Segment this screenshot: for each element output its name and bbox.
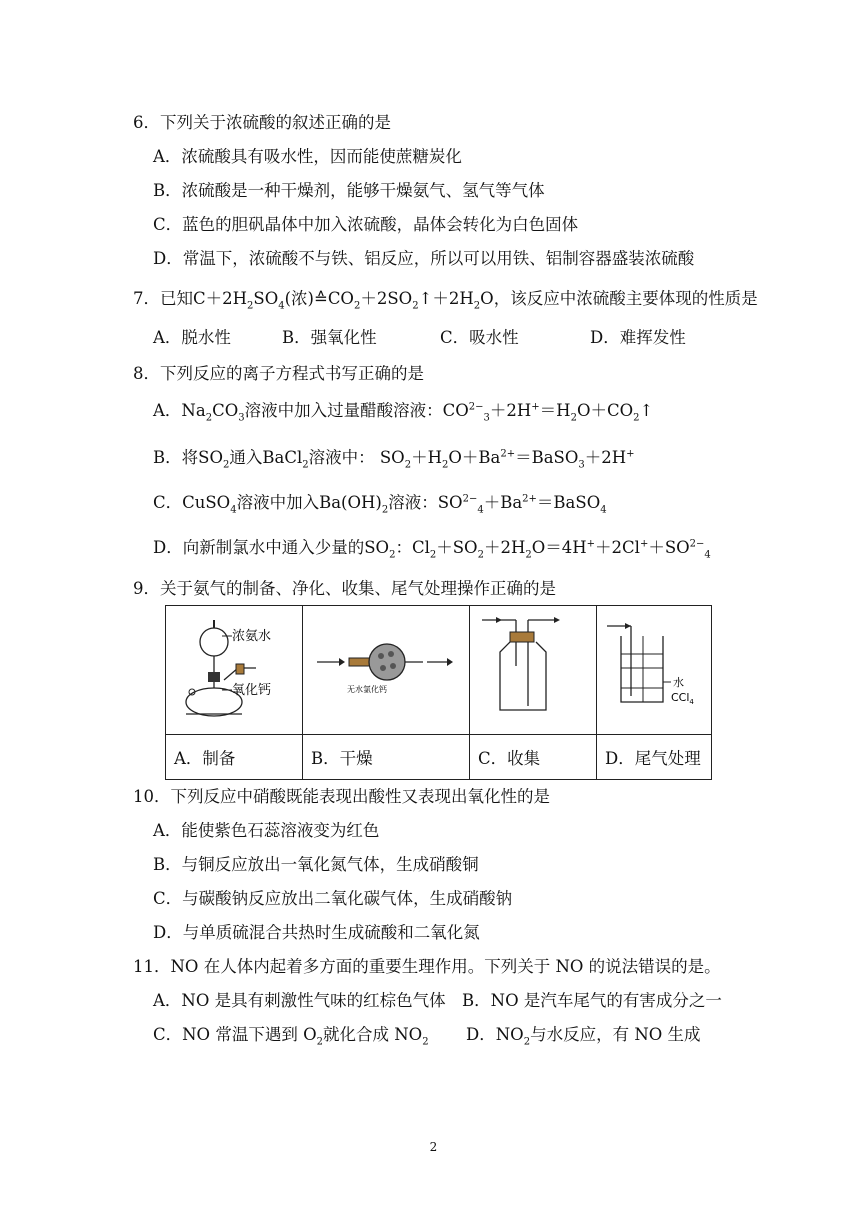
apparatus-a-cell <box>166 606 303 735</box>
q7-stem: 7．已知$C+2H_2SO_4$(浓)$≙CO_2+2SO_2↑+2H_2O$，该反应中浓硫酸主要体现的性质是 <box>133 289 758 312</box>
q11-option-c: C．NO 常温下遇到 $O_2$就化合成 $NO_2$ <box>153 1025 429 1048</box>
q11-stem: 11．NO 在人体内起着多方面的重要生理作用。下列关于 NO 的说法错误的是。 <box>133 957 721 976</box>
q7-option-a: A．脱水性 <box>153 328 231 347</box>
q8-stem: 8．下列反应的离子方程式书写正确的是 <box>133 364 424 383</box>
apparatus-table <box>165 605 712 780</box>
q10-option-c: C．与碳酸钠反应放出二氧化碳气体，生成硝酸钠 <box>153 889 513 908</box>
page-number: 2 <box>429 1140 438 1154</box>
label-b-dry: B．干燥 <box>303 735 470 780</box>
apparatus-a-figure <box>166 606 302 730</box>
label-water: 水 <box>673 676 684 689</box>
q11-option-d: D．$NO_2$与水反应，有 NO 生成 <box>466 1025 701 1048</box>
q7-option-c: C．吸水性 <box>440 328 519 347</box>
q8-option-c: C．CuSO$_4$溶液中加入$Ba(OH)_2$溶液：$SO^{2-}_4+Ba^{2+}=BaSO_4$ <box>153 493 607 516</box>
q6-option-a: A．浓硫酸具有吸水性，因而能使蔗糖炭化 <box>153 147 462 166</box>
q8-option-a: A．$Na_2CO_3$溶液中加入过量醋酸溶液：$CO^{2-}_3+2H^+=H_2O+CO_2↑$ <box>153 401 654 424</box>
apparatus-b-figure <box>303 606 469 730</box>
apparatus-c-figure <box>470 606 596 730</box>
q10-option-b: B．与铜反应放出一氧化氮气体，生成硝酸铜 <box>153 855 479 874</box>
q6-option-b: B．浓硫酸是一种干燥剂，能够干燥氨气、氢气等气体 <box>153 181 545 200</box>
q8-option-b: B．将$SO_2$通入BaCl$_2$溶液中： $SO_2+H_2O+Ba^{2+}=BaSO_3+2H^+$ <box>153 448 635 471</box>
q6-stem: 6．下列关于浓硫酸的叙述正确的是 <box>133 113 391 132</box>
label-a-prepare: A．制备 <box>166 735 303 780</box>
q11-option-b: B．NO 是汽车尾气的有害成分之一 <box>462 991 722 1010</box>
q8-option-d: D．向新制氯水中通入少量的$SO_2$：$Cl_2+SO_2+2H_2O=4H^++2Cl^++SO^{2-}_4$ <box>153 538 711 561</box>
label-calcium-oxide: 氧化钙 <box>232 683 272 698</box>
label-c-collect: C．收集 <box>470 735 597 780</box>
label-anhydrous-cacl2: 无水氯化钙 <box>347 685 387 694</box>
q6-option-d: D．常温下，浓硫酸不与铁、铝反应，所以可以用铁、铝制容器盛装浓硫酸 <box>153 249 695 268</box>
label-conc-ammonia: 浓氨水 <box>232 629 272 644</box>
label-ccl4: CCl$_4$ <box>671 691 694 706</box>
q10-option-d: D．与单质硫混合共热时生成硫酸和二氧化氮 <box>153 923 480 942</box>
q7-option-d: D．难挥发性 <box>590 328 686 347</box>
apparatus-d-figure <box>597 606 711 730</box>
apparatus-d-cell <box>597 606 712 735</box>
q6-option-c: C．蓝色的胆矾晶体中加入浓硫酸，晶体会转化为白色固体 <box>153 215 579 234</box>
q10-stem: 10．下列反应中硝酸既能表现出酸性又表现出氧化性的是 <box>133 787 550 806</box>
q9-stem: 9．关于氨气的制备、净化、收集、尾气处理操作正确的是 <box>133 579 556 598</box>
apparatus-b-cell <box>303 606 470 735</box>
q10-option-a: A．能使紫色石蕊溶液变为红色 <box>153 821 380 840</box>
label-d-tail-gas: D．尾气处理 <box>597 735 712 780</box>
apparatus-c-cell <box>470 606 597 735</box>
q11-option-a: A．NO 是具有刺激性气味的红棕色气体 <box>153 991 446 1010</box>
q7-option-b: B．强氧化性 <box>282 328 377 347</box>
